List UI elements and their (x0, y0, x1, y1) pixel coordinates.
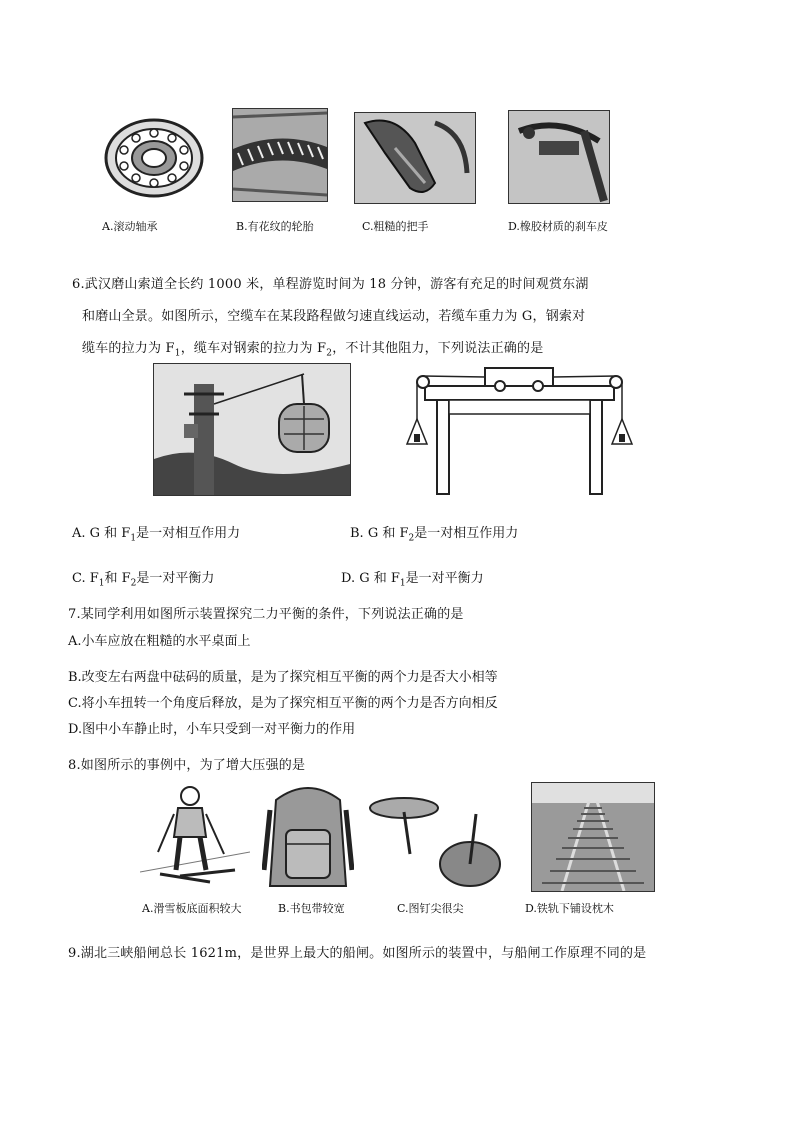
q5-caption-b: B.有花纹的轮胎 (236, 220, 314, 233)
skier-figure (140, 782, 250, 890)
q6-stem-line1: 6.武汉磨山索道全长约 1000 米，单程游览时间为 18 分钟，游客有充足的时间观赏东湖 (72, 277, 589, 292)
bearing-figure (100, 112, 205, 200)
q6-option-c[interactable]: C. $F_1$和 $F_2$是一对平衡力 (72, 571, 215, 589)
q6-option-d[interactable]: D. G 和 $F_1$是一对平衡力 (341, 571, 484, 589)
tire-figure (232, 108, 328, 202)
q7-option-d[interactable]: D.图中小车静止时，小车只受到一对平衡力的作用 (68, 722, 356, 737)
q8-caption-a: A.滑雪板底面积较大 (142, 902, 242, 915)
q8-caption-d: D.铁轨下铺设枕木 (525, 902, 614, 915)
q8-caption-b: B.书包带较宽 (278, 902, 345, 915)
q8-caption-c: C.图钉尖很尖 (397, 902, 464, 915)
railway-figure (531, 782, 655, 892)
q7-option-b[interactable]: B.改变左右两盘中砝码的质量，是为了探究相互平衡的两个力是否大小相等 (68, 670, 498, 685)
cable-car-photo (153, 363, 351, 496)
handle-figure (354, 112, 476, 204)
q8-stem: 8.如图所示的事例中，为了增大压强的是 (68, 758, 306, 773)
backpack-figure (262, 780, 354, 892)
thumbtack-figure (366, 784, 506, 894)
q7-option-a[interactable]: A.小车应放在粗糙的水平桌面上 (68, 634, 251, 649)
two-force-apparatus (397, 364, 642, 496)
q9-stem: 9.湖北三峡船闸总长 1621m，是世界上最大的船闸。如图所示的装置中，与船闸工作原理不同的是 (68, 946, 647, 961)
q5-caption-d: D.橡胶材质的刹车皮 (508, 220, 608, 233)
brake-figure (508, 110, 610, 204)
q5-caption-c: C.粗糙的把手 (362, 220, 429, 233)
q6-option-b[interactable]: B. G 和 $F_2$是一对相互作用力 (350, 526, 519, 544)
q7-stem: 7.某同学利用如图所示装置探究二力平衡的条件，下列说法正确的是 (68, 607, 464, 622)
q6-stem-line2: 和磨山全景。如图所示，空缆车在某段路程做匀速直线运动，若缆车重力为 G，钢索对 (82, 309, 586, 324)
q7-option-c[interactable]: C.将小车扭转一个角度后释放，是为了探究相互平衡的两个力是否方向相反 (68, 696, 498, 711)
q6-stem-line3: 缆车的拉力为 $F_1$，缆车对钢索的拉力为 $F_2$，不计其他阻力，下列说法正确的是 (82, 341, 544, 359)
q6-option-a[interactable]: A. G 和 $F_1$是一对相互作用力 (72, 526, 241, 544)
q5-caption-a: A.滚动轴承 (102, 220, 158, 233)
